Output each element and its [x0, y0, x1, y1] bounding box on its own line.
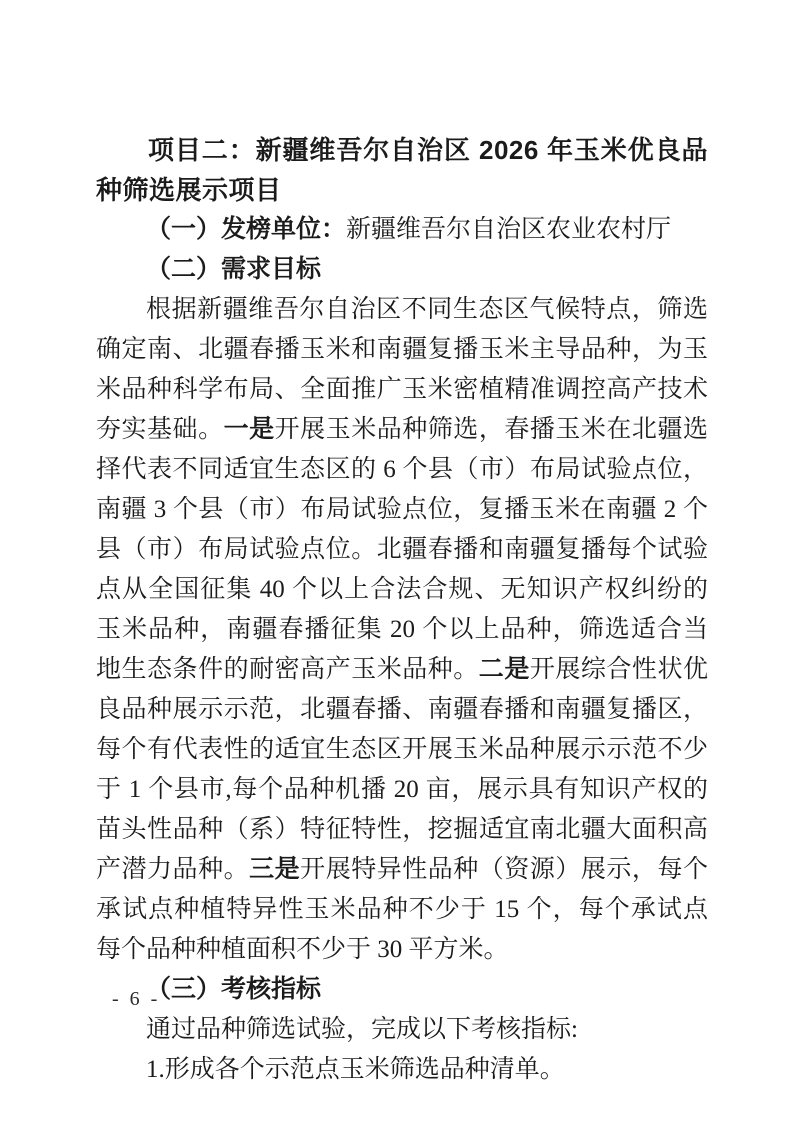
section-3-paragraph	[96, 1010, 708, 1050]
page-number: - 6 -	[112, 988, 161, 1010]
document-title: 项目二：新疆维吾尔自治区 2026 年玉米优良品种筛选展示项目	[96, 135, 708, 205]
section-3-heading	[96, 970, 708, 1010]
text-run: 开展综合性状优良品种展示示范，北疆春播、南疆春播和南疆复播区，每个有代表性的适宜生态区开展玉米品种展示示范不少于 1 个县市,每个品种机播 20 亩，展示具有知识产权的苗头性品种（系）特征特性，挖掘适宜南北疆大面积高产潜力品种。	[96, 656, 708, 883]
text-run: 开展特异性品种（资源）展示，每个承试点种植特异性玉米品种不少于 15 个，每个承试点每个品种种植面积不少于 30 平方米。	[96, 856, 708, 963]
bold-text-run: 二是	[478, 656, 530, 683]
list-item-1	[96, 1050, 708, 1090]
section-2-paragraph	[96, 290, 708, 970]
text-run: 根据新疆维吾尔自治区不同生态区气候特点，筛选确定南、北疆春播玉米和南疆复播玉米主导品种，为玉米品种科学布局、全面推广玉米密植精准调控高产技术夯实基础。	[96, 296, 708, 443]
text-run: 开展玉米品种筛选，春播玉米在北疆选择代表不同适宜生态区的 6 个县（市）布局试验点位，南疆 3 个县（市）布局试验点位，复播玉米在南疆 2 个县（市）布局试验点位。北疆春播和南疆复播每个试验点从全国征集 40 个以上合法合规、无知识产权纠纷的玉米品种，南疆春播征集 20 个以上品种，筛选适合当地生态条件的耐密高产玉米品种。	[96, 416, 708, 683]
bold-text-run: 一是	[223, 416, 275, 443]
bold-text-run: （二）需求目标	[146, 256, 322, 283]
text-run: 通过品种筛选试验，完成以下考核指标:	[146, 1016, 578, 1043]
text-run: 新疆维吾尔自治区农业农村厅	[346, 216, 672, 243]
bold-text-run: （一）发榜单位：	[146, 216, 347, 243]
text-run: 1.形成各个示范点玉米筛选品种清单。	[146, 1056, 565, 1083]
document-body	[96, 210, 708, 1090]
section-1-heading	[96, 210, 708, 250]
bold-text-run: 三是	[249, 856, 301, 883]
bold-text-run: （三）考核指标	[146, 976, 322, 1003]
document-content	[96, 130, 708, 1090]
section-2-heading	[96, 250, 708, 290]
